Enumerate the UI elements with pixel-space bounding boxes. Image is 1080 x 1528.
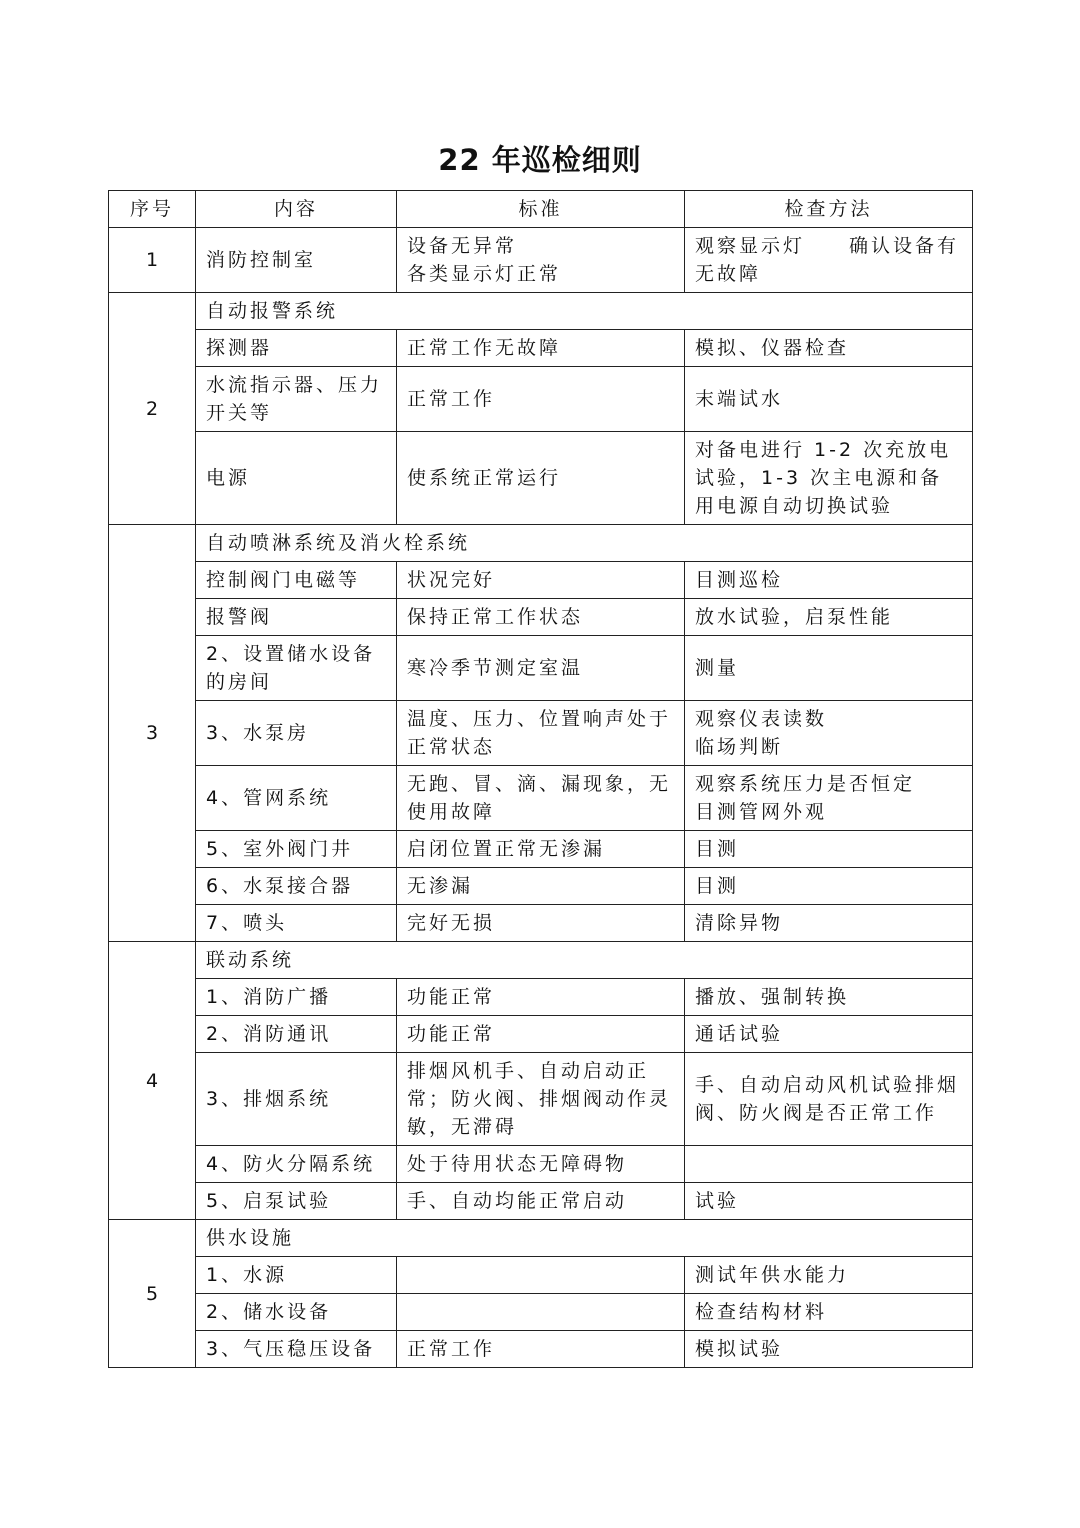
table-row — [109, 766, 973, 831]
standard-cell: 启闭位置正常无渗漏 — [397, 831, 685, 868]
content-cell: 2、设置储水设备的房间 — [196, 636, 397, 701]
header-method: 检查方法 — [685, 191, 973, 228]
method-cell: 对备电进行 1-2 次充放电试验，1-3 次主电源和备用电源自动切换试验 — [685, 432, 973, 525]
content-cell: 5、启泵试验 — [196, 1183, 397, 1220]
section-title: 自动报警系统 — [196, 293, 973, 330]
standard-cell: 使系统正常运行 — [397, 432, 685, 525]
standard-cell: 手、自动均能正常启动 — [397, 1183, 685, 1220]
section-row — [109, 525, 973, 562]
section-row — [109, 1220, 973, 1257]
group-seq-3: 3 — [109, 525, 196, 942]
method-cell: 清除异物 — [685, 905, 973, 942]
content-cell: 2、储水设备 — [196, 1294, 397, 1331]
content-cell: 3、气压稳压设备 — [196, 1331, 397, 1368]
method-cell: 观察显示灯 确认设备有无故障 — [685, 228, 973, 293]
standard-cell — [397, 1257, 685, 1294]
method-cell: 放水试验，启泵性能 — [685, 599, 973, 636]
method-cell: 模拟试验 — [685, 1331, 973, 1368]
standard-cell: 正常工作 — [397, 1331, 685, 1368]
table-row — [109, 1053, 973, 1146]
content-cell: 消防控制室 — [196, 228, 397, 293]
method-cell: 测量 — [685, 636, 973, 701]
table-row — [109, 599, 973, 636]
content-cell: 报警阀 — [196, 599, 397, 636]
section-title: 供水设施 — [196, 1220, 973, 1257]
method-cell: 模拟、仪器检查 — [685, 330, 973, 367]
standard-cell: 排烟风机手、自动启动正常；防火阀、排烟阀动作灵敏，无滞碍 — [397, 1053, 685, 1146]
table-header-row — [109, 191, 973, 228]
standard-cell: 正常工作无故障 — [397, 330, 685, 367]
standard-cell: 完好无损 — [397, 905, 685, 942]
table-row — [109, 701, 973, 766]
table-row — [109, 367, 973, 432]
table-row — [109, 330, 973, 367]
method-cell: 播放、强制转换 — [685, 979, 973, 1016]
standard-cell: 功能正常 — [397, 1016, 685, 1053]
table-row — [109, 1294, 973, 1331]
standard-cell: 寒冷季节测定室温 — [397, 636, 685, 701]
content-cell: 5、室外阀门井 — [196, 831, 397, 868]
standard-cell: 保持正常工作状态 — [397, 599, 685, 636]
content-cell: 2、消防通讯 — [196, 1016, 397, 1053]
standard-cell: 温度、压力、位置响声处于正常状态 — [397, 701, 685, 766]
method-cell: 手、自动启动风机试验排烟阀、防火阀是否正常工作 — [685, 1053, 973, 1146]
inspection-table — [108, 190, 973, 1368]
section-title: 联动系统 — [196, 942, 973, 979]
group-seq-1: 1 — [109, 228, 196, 293]
table-row — [109, 1331, 973, 1368]
method-cell: 末端试水 — [685, 367, 973, 432]
standard-cell: 处于待用状态无障碍物 — [397, 1146, 685, 1183]
method-cell: 目测 — [685, 831, 973, 868]
standard-cell: 设备无异常 各类显示灯正常 — [397, 228, 685, 293]
content-cell: 3、排烟系统 — [196, 1053, 397, 1146]
content-cell: 6、水泵接合器 — [196, 868, 397, 905]
method-cell: 检查结构材料 — [685, 1294, 973, 1331]
method-cell: 测试年供水能力 — [685, 1257, 973, 1294]
standard-cell: 状况完好 — [397, 562, 685, 599]
standard-cell: 正常工作 — [397, 367, 685, 432]
standard-cell: 无渗漏 — [397, 868, 685, 905]
table-row — [109, 905, 973, 942]
content-cell: 4、防火分隔系统 — [196, 1146, 397, 1183]
content-cell: 探测器 — [196, 330, 397, 367]
table-row — [109, 979, 973, 1016]
table-row — [109, 562, 973, 599]
method-cell: 试验 — [685, 1183, 973, 1220]
header-seq: 序号 — [109, 191, 196, 228]
section-title: 自动喷淋系统及消火栓系统 — [196, 525, 973, 562]
standard-cell: 功能正常 — [397, 979, 685, 1016]
page-title: 22 年巡检细则 — [438, 143, 642, 177]
header-content: 内容 — [196, 191, 397, 228]
standard-cell — [397, 1294, 685, 1331]
table-row — [109, 636, 973, 701]
header-standard: 标准 — [397, 191, 685, 228]
method-cell: 观察仪表读数 临场判断 — [685, 701, 973, 766]
standard-cell: 无跑、冒、滴、漏现象，无使用故障 — [397, 766, 685, 831]
method-cell: 通话试验 — [685, 1016, 973, 1053]
method-cell: 目测 — [685, 868, 973, 905]
table-row — [109, 1016, 973, 1053]
method-cell: 目测巡检 — [685, 562, 973, 599]
section-row — [109, 942, 973, 979]
content-cell: 水流指示器、压力开关等 — [196, 367, 397, 432]
content-cell: 4、管网系统 — [196, 766, 397, 831]
content-cell: 3、水泵房 — [196, 701, 397, 766]
table-row — [109, 868, 973, 905]
table-row — [109, 1257, 973, 1294]
section-row — [109, 293, 973, 330]
group-seq-2: 2 — [109, 293, 196, 525]
table-row — [109, 1146, 973, 1183]
method-cell — [685, 1146, 973, 1183]
table-row — [109, 831, 973, 868]
table-row — [109, 228, 973, 293]
method-cell: 观察系统压力是否恒定 目测管网外观 — [685, 766, 973, 831]
table-row — [109, 432, 973, 525]
table-row — [109, 1183, 973, 1220]
content-cell: 电源 — [196, 432, 397, 525]
content-cell: 1、水源 — [196, 1257, 397, 1294]
content-cell: 1、消防广播 — [196, 979, 397, 1016]
content-cell: 7、喷头 — [196, 905, 397, 942]
group-seq-5: 5 — [109, 1220, 196, 1368]
group-seq-4: 4 — [109, 942, 196, 1220]
content-cell: 控制阀门电磁等 — [196, 562, 397, 599]
